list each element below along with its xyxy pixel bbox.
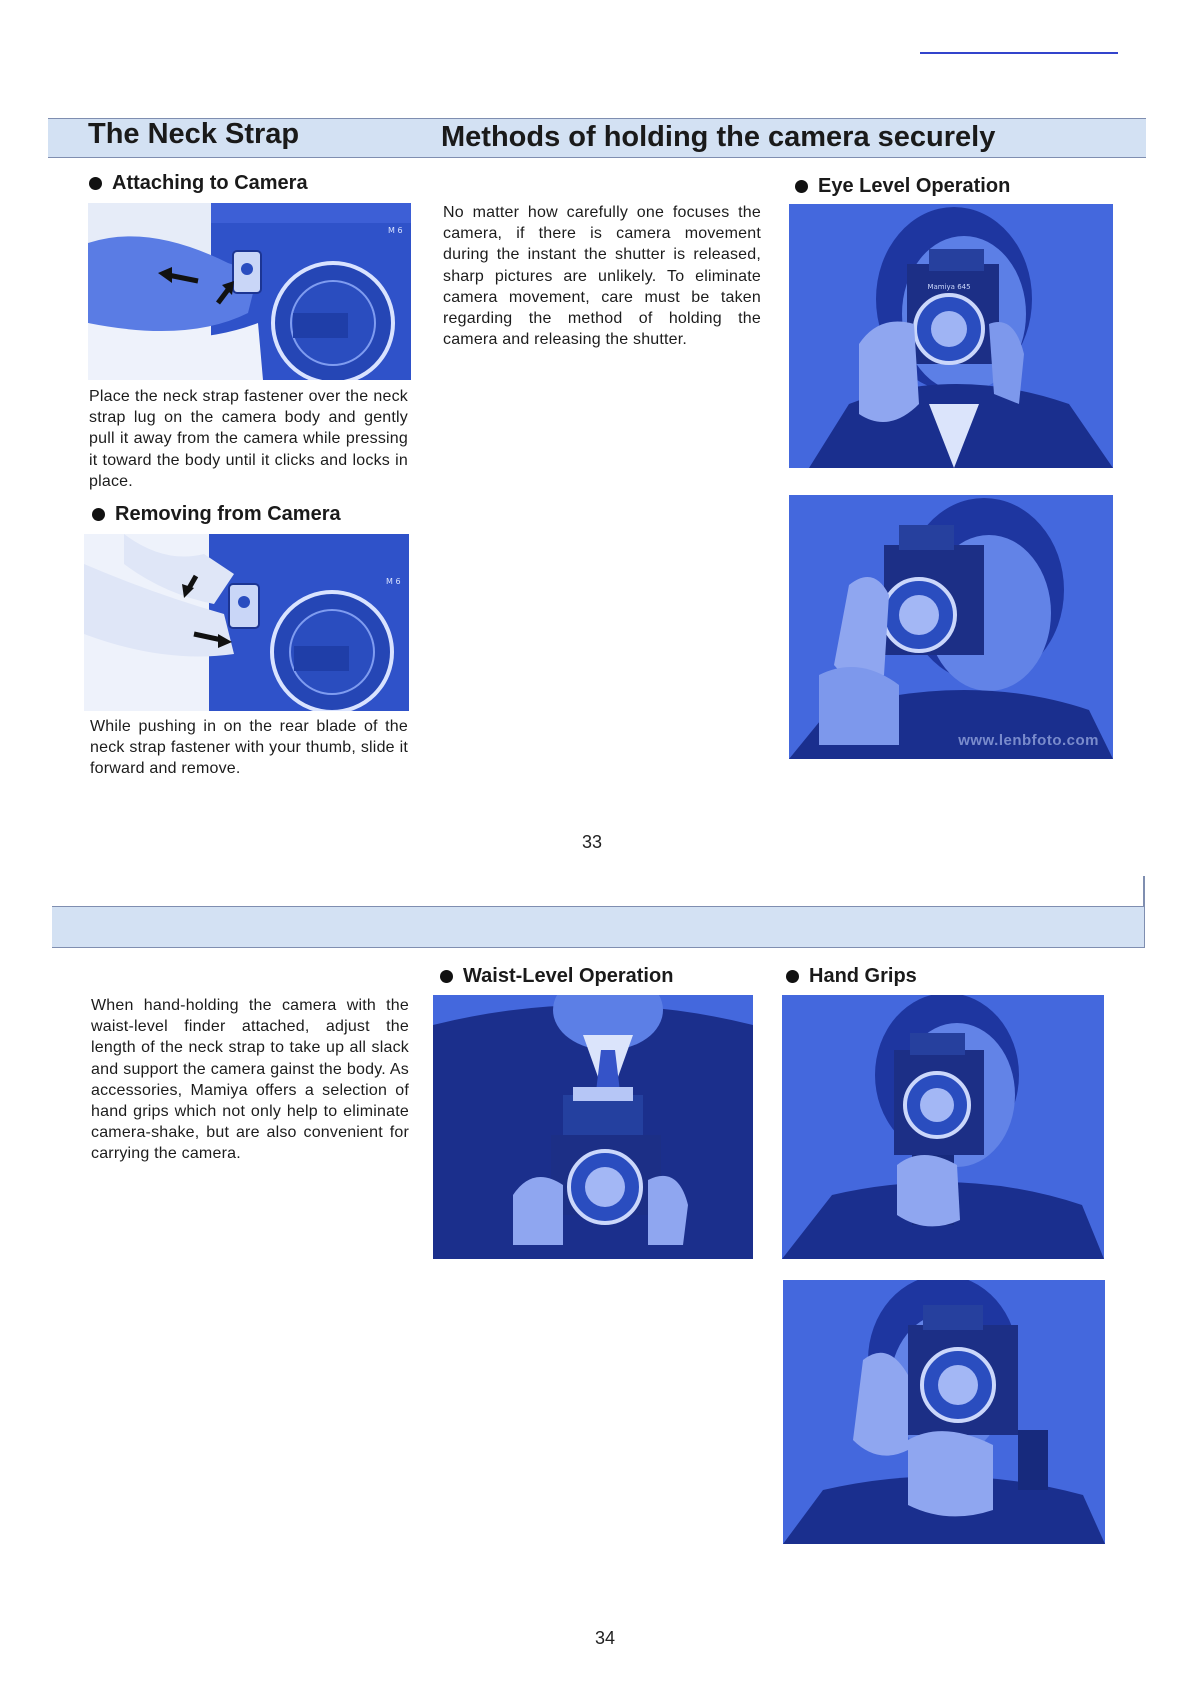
page34-title-band: [52, 906, 1144, 948]
eye-level-photo-2: [789, 495, 1113, 759]
attaching-photo: [88, 203, 411, 380]
page-number-34: 34: [595, 1628, 616, 1648]
removing-text: While pushing in on the rear blade of the neck strap fastener with your thumb, slide it forward and remove.: [90, 718, 408, 778]
hand-holding-text: When hand-holding the camera with the waist-level finder attached, adjust the length of the neck strap to take up all slack and support the camera gainst the body. As accessories, Mamiya offers a selection of hand grips which not only help to eliminate camera-shake, but are also convenient for carrying the camera.: [91, 997, 409, 1163]
waist-level-photo: [433, 995, 753, 1259]
bullet-icon: [786, 970, 799, 983]
camera-brand-label: Mamiya 645: [927, 283, 971, 291]
eye-level-heading-label: Eye Level Operation: [818, 175, 1011, 197]
hand-grips-photo-1: [782, 995, 1104, 1259]
holding-intro-text: No matter how carefully one focuses the camera, if there is camera movement during the instant the shutter is released, sharp pictures are unlikely. To eliminate camera movement, care must be taken regarding the method of holding the camera and releasing the shutter.: [443, 204, 761, 349]
removing-heading-label: Removing from Camera: [115, 503, 341, 525]
camera-mark-label: M 6: [388, 226, 403, 235]
hand-grips-photo-2: [783, 1280, 1105, 1544]
hand-grips-heading: [786, 965, 917, 988]
watermark: www.lenbfoto.com: [958, 732, 1099, 749]
holding-methods-title: Methods of holding the camera securely: [441, 121, 996, 153]
top-rule: [920, 52, 1118, 54]
removing-heading: [92, 503, 341, 526]
attaching-text: Place the neck strap fastener over the neck strap lug on the camera body and gently pull it away from the camera while pressing it toward the body until it clicks and locks in place.: [89, 388, 408, 490]
camera-mark-label: M 6: [386, 577, 401, 586]
neck-strap-title: The Neck Strap: [88, 118, 300, 150]
bullet-icon: [440, 970, 453, 983]
attaching-heading: [89, 172, 308, 195]
page-number-33: 33: [582, 832, 603, 852]
bullet-icon: [92, 508, 105, 521]
eye-level-photo-1: [789, 204, 1113, 468]
waist-level-heading-label: Waist-Level Operation: [463, 965, 674, 987]
bullet-icon: [795, 180, 808, 193]
attaching-heading-label: Attaching to Camera: [112, 172, 308, 194]
removing-photo: [84, 534, 409, 711]
hand-grips-heading-label: Hand Grips: [809, 965, 917, 987]
eye-level-heading: [795, 175, 1010, 198]
waist-level-heading: [440, 965, 673, 988]
bullet-icon: [89, 177, 102, 190]
